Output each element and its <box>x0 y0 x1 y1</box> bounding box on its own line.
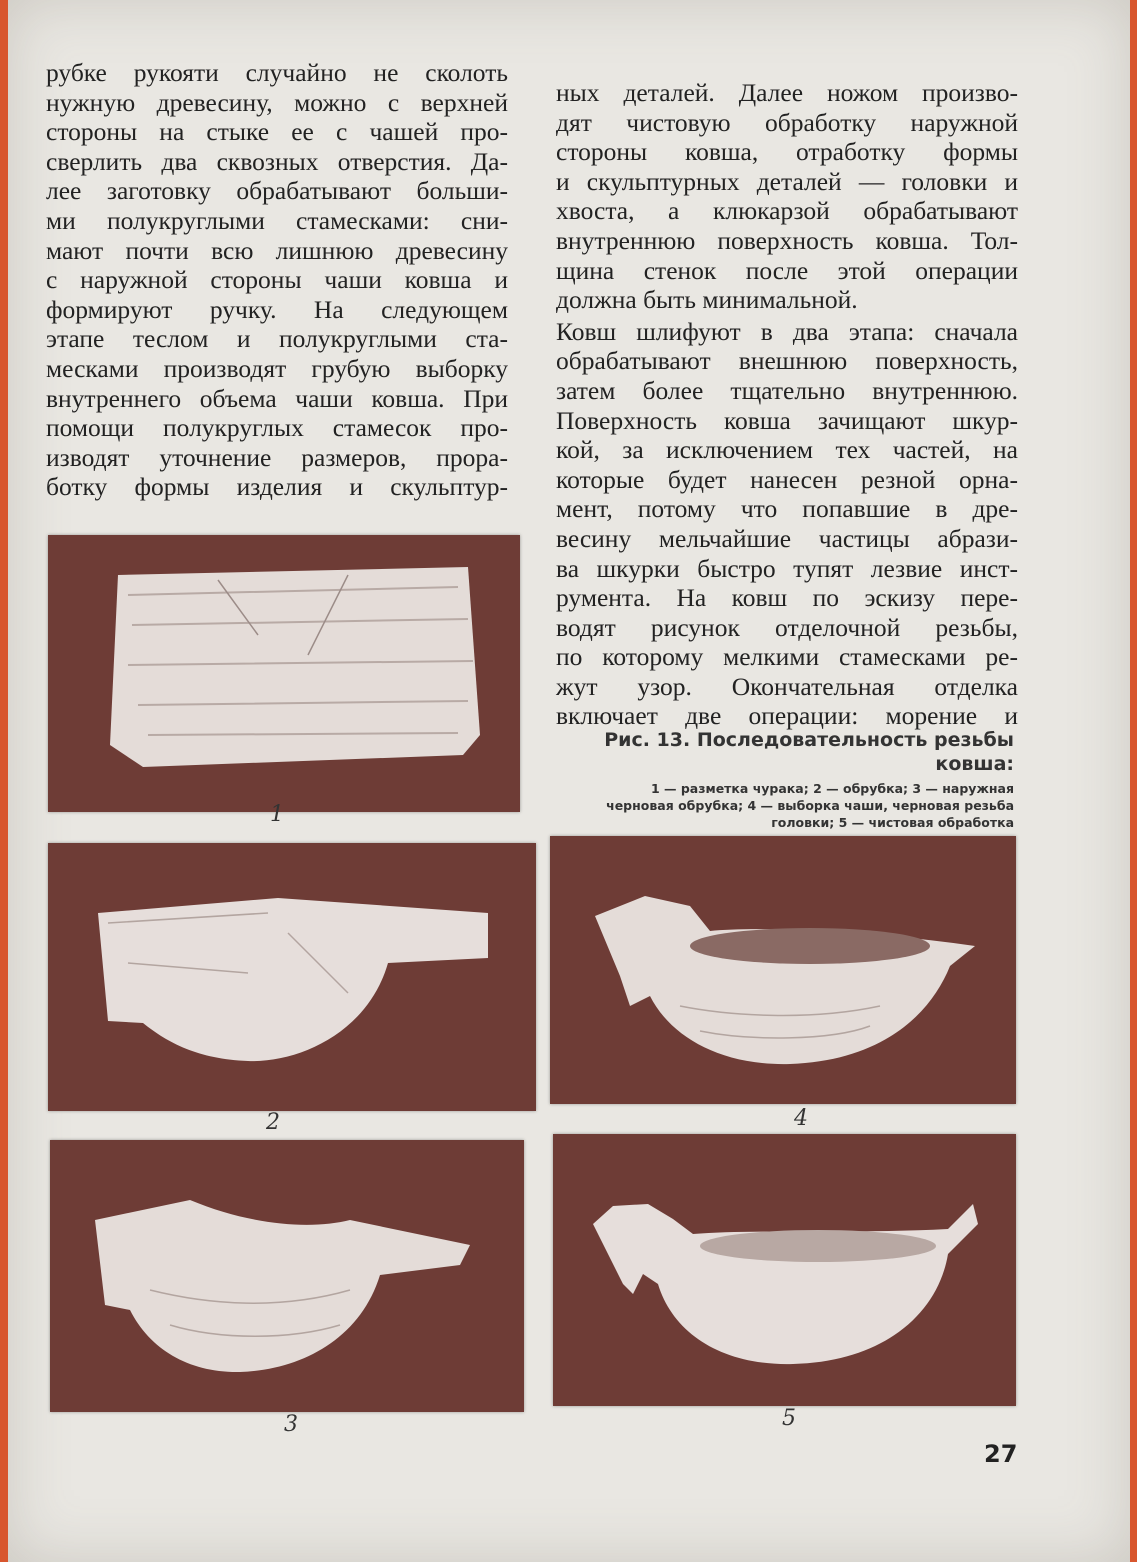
text-line: затем более тщательно внутреннюю. <box>556 375 1018 405</box>
text-line: водят рисунок отделочной резьбы, <box>556 612 1018 642</box>
text-line: которые будет нанесен резной орна- <box>556 464 1018 494</box>
finished-ladle-illustration <box>553 1134 1016 1406</box>
text-line: щина стенок после этой операции <box>556 255 1018 285</box>
text-line: румента. На ковш по эскизу пере- <box>556 583 1018 613</box>
text-line: включает две операции: морение и <box>556 701 1018 731</box>
caption-legend-line: 1 — разметка чурака; 2 — обрубка; 3 — наружная <box>650 781 1014 796</box>
text-line: сверлить два сквозных отверстия. Да- <box>46 146 508 176</box>
text-line: дят чистовую обработку наружной <box>556 107 1018 137</box>
text-line: изводят уточнение размеров, прора- <box>46 442 508 472</box>
text-line: ных деталей. Далее ножом произво- <box>556 78 1018 107</box>
photo-finished-ladle <box>553 1134 1016 1406</box>
text-line: формируют ручку. На следующем <box>46 294 508 324</box>
right-text-column <box>556 78 1018 731</box>
figure-number-5: 5 <box>782 1406 796 1431</box>
caption-title-line: Рис. 13. Последовательность резьбы <box>604 729 1014 751</box>
text-line: мент, потому что попавшие в дре- <box>556 494 1018 524</box>
figure-number-2: 2 <box>266 1110 280 1135</box>
text-line: мают почти всю лишнюю древесину <box>46 235 508 265</box>
photo-bowl-hollowed <box>550 836 1016 1104</box>
photo-outer-rough <box>50 1140 524 1412</box>
text-line: ва шкурки быстро тупят лезвие инст- <box>556 553 1018 583</box>
text-line: Поверхность ковша зачищают шкур- <box>556 405 1018 435</box>
text-line: и скульптурных деталей — головки и <box>556 166 1018 196</box>
rough-cut-illustration <box>48 843 536 1111</box>
caption-title-line: ковша: <box>935 753 1014 775</box>
text-line: жут узор. Окончательная отделка <box>556 671 1018 701</box>
page-number: 27 <box>984 1440 1018 1468</box>
text-line: Ковш шлифуют в два этапа: сначала <box>556 316 1018 346</box>
text-line: стороны на стыке ее с чашей про- <box>46 117 508 147</box>
book-page <box>8 0 1130 1562</box>
text-line: весину мельчайшие частицы абрази- <box>556 523 1018 553</box>
caption-title <box>568 728 1014 776</box>
left-text-column <box>46 58 508 502</box>
caption-legend-line: черновая обрубка; 4 — выборка чаши, черновая резьба <box>606 798 1014 813</box>
text-line: месками производят грубую выборку <box>46 353 508 383</box>
left-paragraph <box>46 58 508 502</box>
right-paragraph-2 <box>556 317 1018 731</box>
text-line: помощи полукруглых стамесок про- <box>46 413 508 443</box>
text-line: лее заготовку обрабатывают больши- <box>46 176 508 206</box>
text-line: рубке рукояти случайно не сколоть <box>46 58 508 87</box>
bowl-hollowed-illustration <box>550 836 1016 1104</box>
text-line: нужную древесину, можно с верхней <box>46 87 508 117</box>
photo-log-block <box>48 535 520 812</box>
text-line: внутреннего объема чаши ковша. При <box>46 383 508 413</box>
figure-number-3: 3 <box>284 1412 298 1437</box>
figure-caption <box>568 728 1014 831</box>
text-line: должна быть минимальной. <box>556 285 858 315</box>
log-block-illustration <box>48 535 520 812</box>
photo-rough-cut <box>48 843 536 1111</box>
text-line: по которому мелкими стамесками ре- <box>556 642 1018 672</box>
caption-legend-line: головки; 5 — чистовая обработка <box>771 815 1014 830</box>
text-line: внутреннюю поверхность ковша. Тол- <box>556 225 1018 255</box>
figure-number-1: 1 <box>270 802 284 827</box>
text-line: ми полукруглыми стамесками: сни- <box>46 205 508 235</box>
text-line: обрабатывают внешнюю поверхность, <box>556 346 1018 376</box>
caption-legend <box>568 780 1014 831</box>
text-line: ботку формы изделия и скульптур- <box>46 472 508 502</box>
figure-number-4: 4 <box>794 1106 808 1131</box>
right-paragraph-1 <box>556 78 1018 315</box>
text-line: кой, за исключением тех частей, на <box>556 435 1018 465</box>
text-line: этапе теслом и полукруглыми ста- <box>46 324 508 354</box>
outer-rough-illustration <box>50 1140 524 1412</box>
text-line: хвоста, а клюкарзой обрабатывают <box>556 196 1018 226</box>
text-line: с наружной стороны чаши ковша и <box>46 265 508 295</box>
text-line: стороны ковша, отработку формы <box>556 137 1018 167</box>
